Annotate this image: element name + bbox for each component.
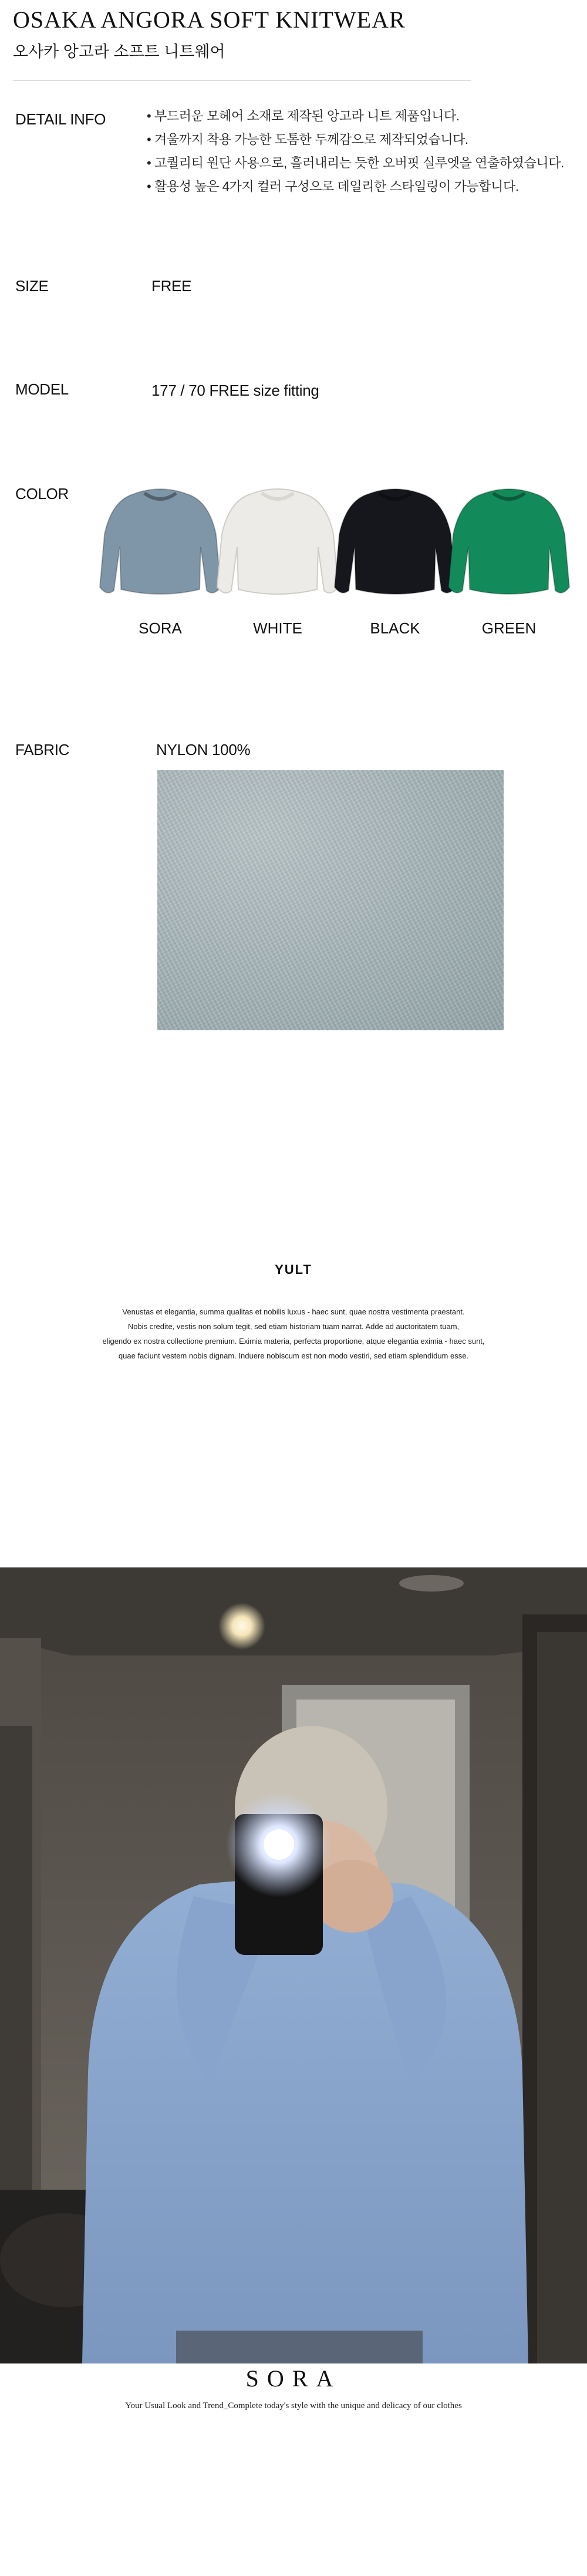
model-label: MODEL — [15, 380, 69, 398]
fabric-swatch-image — [157, 770, 504, 1030]
color-name-sora: SORA — [139, 619, 182, 637]
detail-bullet: • 부드러운 모헤어 소재로 제작된 앙고라 니트 제품입니다. — [147, 104, 564, 128]
sweater-icon — [333, 481, 457, 605]
color-name-white: WHITE — [253, 619, 302, 637]
color-swatch-green[interactable] — [447, 481, 571, 605]
product-title-korean: 오사카 앙고라 소프트 니트웨어 — [13, 43, 225, 60]
color-swatch-white[interactable] — [216, 481, 339, 605]
detail-bullet: • 활용성 높은 4가지 컬러 구성으로 데일리한 스타일링이 가능합니다. — [147, 175, 564, 198]
model-value: 177 / 70 FREE size fitting — [151, 382, 319, 399]
brand-line: Nobis credite, vestis non solum tegit, sed etiam historiam tuam narrat. Adde ad auctoritatem tuam, — [127, 1322, 460, 1331]
detail-info-label: DETAIL INFO — [15, 110, 106, 128]
color-label: COLOR — [15, 485, 69, 503]
lookbook-title: SORA — [245, 2365, 342, 2392]
color-name-black: BLACK — [370, 619, 420, 637]
color-swatch-sora[interactable] — [99, 481, 222, 605]
color-swatch-black[interactable] — [333, 481, 457, 605]
sweater-icon — [216, 481, 339, 605]
brand-line: eligendo ex nostra collectione premium. Eximia materia, perfecta proportione, atque elegantia eximia - haec sunt, — [102, 1337, 485, 1346]
brand-line: Venustas et elegantia, summa qualitas et nobilis luxus - haec sunt, quae nostra vestimenta praestant. — [122, 1307, 465, 1316]
size-label: SIZE — [15, 277, 49, 295]
lookbook-photo — [0, 1567, 587, 2363]
detail-bullet: • 고퀄리티 원단 사용으로, 흘러내리는 듯한 오버핏 실루엣을 연출하였습니다. — [147, 151, 564, 175]
color-name-green: GREEN — [481, 619, 537, 637]
mirror-selfie-illustration — [0, 1567, 587, 2363]
header-divider — [13, 80, 471, 81]
product-title: OSAKA ANGORA SOFT KNITWEAR — [13, 6, 406, 33]
size-value: FREE — [151, 277, 192, 295]
brand-name: YULT — [275, 1262, 312, 1277]
fabric-label: FABRIC — [15, 741, 70, 758]
brand-description — [88, 1304, 499, 1363]
lookbook-tagline: Your Usual Look and Trend_Complete today's style with the unique and delicacy of our clothes — [125, 2401, 462, 2410]
brand-line: quae faciunt vestem nobis dignam. Induere nobiscum est non modo vestiri, sed etiam splendidum esse. — [118, 1351, 469, 1360]
fabric-value: NYLON 100% — [156, 741, 251, 758]
detail-bullet: • 겨울까지 착용 가능한 도톰한 두께감으로 제작되었습니다. — [147, 128, 564, 151]
sweater-icon — [99, 481, 222, 605]
detail-info-list — [147, 104, 564, 198]
sweater-icon — [447, 481, 571, 605]
